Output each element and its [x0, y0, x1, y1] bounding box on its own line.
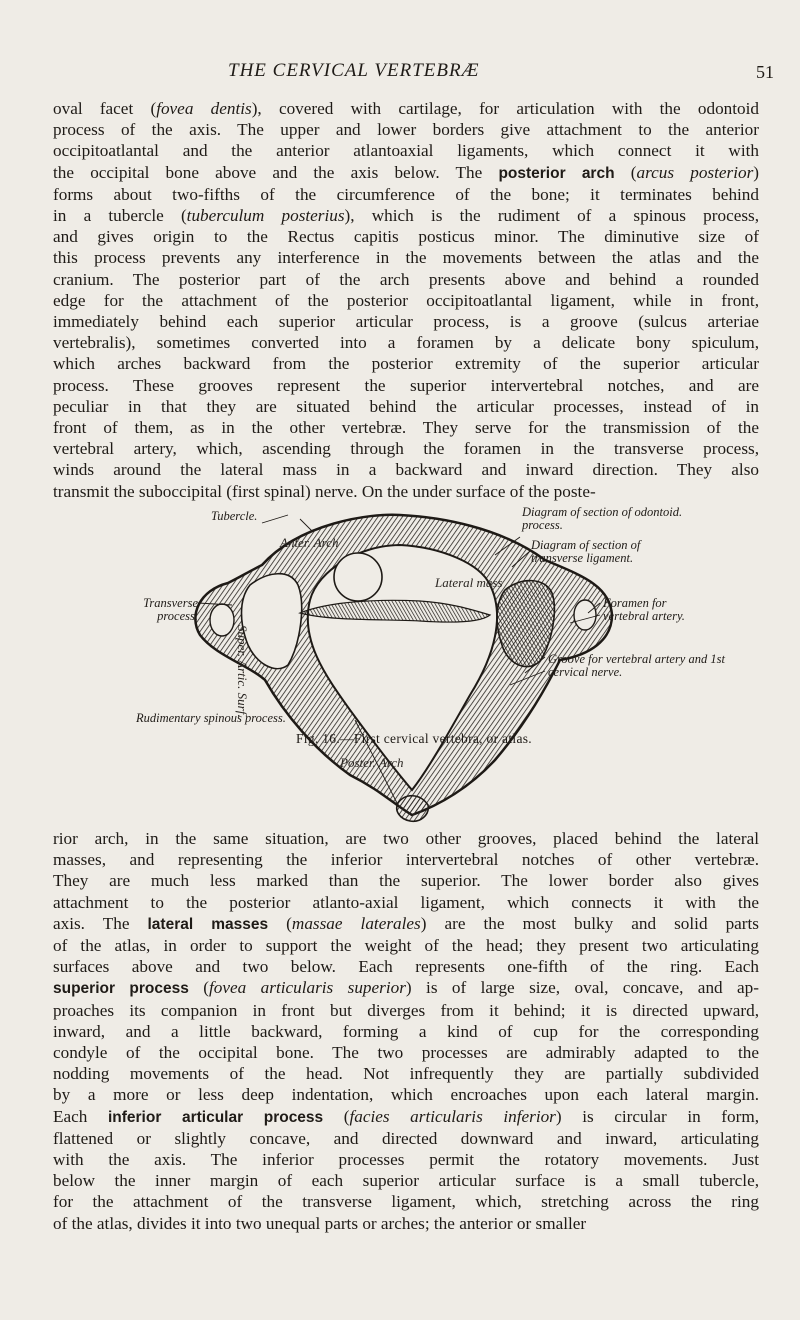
figure-atlas: [0, 505, 800, 823]
paragraph-1: [53, 98, 759, 502]
text-line: winds around the lateral mass in a backward and inward direction. They also: [53, 460, 759, 480]
text-line: process of the axis. The upper and lower borders give attachment to the anterior: [53, 120, 759, 140]
text-line: by a more or less deep indentation, which encroaches upon each lateral margin.: [53, 1085, 759, 1105]
text-line: in a tubercle (tuberculum posterius), which is the rudiment of a spinous process,: [53, 206, 759, 226]
text-line: surfaces above and two below. Each represents one-fifth of the ring. Each: [53, 957, 759, 977]
lateral-mass-label: Lateral mass: [435, 575, 503, 590]
page-header: [0, 60, 800, 88]
text-line: and gives origin to the Rectus capitis posticus minor. The diminutive size of: [53, 227, 759, 247]
label-transverse-ligament: Diagram of section of transverse ligament.: [531, 538, 641, 565]
text-line: They are much less marked than the superior. The lower border also gives: [53, 871, 759, 891]
paragraph-2: [53, 828, 759, 1234]
rudimentary-spinous-process: [397, 796, 429, 822]
text-line: flattened or slightly concave, and directed downward and inward, articulating: [53, 1128, 759, 1148]
text-line: cranium. The posterior part of the arch presents above and behind a rounded: [53, 269, 759, 289]
text-line: proaches its companion in front but diverges from it behind; it is directed upward,: [53, 1000, 759, 1020]
text-line: forms about two-fifths of the circumference of the bone; it terminates behind: [53, 184, 759, 204]
label-groove: Groove for vertebral artery and 1st cervical nerve.: [548, 652, 725, 679]
page-number: 51: [756, 62, 774, 82]
text-line: edge for the attachment of the posterior occipitoatlantal ligament, while in front,: [53, 290, 759, 310]
label-rudimentary: Rudimentary spinous process.: [136, 711, 286, 725]
text-line: peculiar in that they are situated behind the articular processes, instead of in: [53, 396, 759, 416]
text-line: immediately behind each superior articular process, is a groove (sulcus arteriae: [53, 312, 759, 332]
text-line: Each inferior articular process (facies articularis inferior) is circular in form,: [53, 1106, 759, 1126]
right-transverse-foramen: [574, 600, 596, 630]
text-line: of the atlas, divides it into two unequal parts or arches; the anterior or smaller: [53, 1213, 587, 1233]
text-line: axis. The lateral masses (massae laterales) are the most bulky and solid parts: [53, 913, 759, 933]
text-line: condyle of the occipital bone. The two processes are admirably adapted to the: [53, 1043, 759, 1063]
text-line: masses, and representing the inferior intervertebral notches of other vertebræ.: [53, 850, 759, 870]
text-line: of the atlas, in order to support the weight of the head; they present two articulating: [53, 936, 759, 956]
text-line: rior arch, in the same situation, are two other grooves, placed behind the lateral: [53, 829, 759, 848]
text-line: transmit the suboccipital (first spinal) nerve. On the under surface of the poste-: [53, 481, 596, 501]
text-line: vertebralis), sometimes converted into a foramen by a delicate bony spiculum,: [53, 333, 759, 353]
running-head: THE CERVICAL VERTEBRÆ: [228, 60, 480, 81]
text-line: below the inner margin of each superior articular surface is a small tubercle,: [53, 1171, 759, 1191]
label-tubercle: Tubercle.: [211, 509, 258, 523]
text-line: superior process (fovea articularis superior) is of large size, oval, concave, and ap-: [53, 978, 759, 998]
superior-articular-label: Super. Artic. Surf.: [235, 625, 250, 718]
anterior-arch-label: Anter. Arch: [280, 535, 339, 550]
posterior-arch-label: Poster. Arch: [340, 755, 404, 770]
text-line: occipitoatlantal and the anterior atlantoaxial ligaments, which connect it with: [53, 141, 759, 161]
label-odontoid: Diagram of section of odontoid. process.: [522, 505, 683, 532]
left-transverse-foramen: [210, 604, 234, 636]
label-foramen: Foramen for vertebral artery.: [603, 596, 685, 623]
text-line: nodding movements of the head. Not infrequently they are partially subdivided: [53, 1064, 759, 1084]
figure-caption: Fig. 16.—First cervical vertebra, or atlas.: [296, 731, 532, 746]
odontoid-section: [334, 553, 382, 601]
text-line: this process prevents any interference in the movements between the atlas and the: [53, 248, 759, 268]
text-line: process. These grooves represent the superior intervertebral notches, and are: [53, 375, 759, 395]
label-transverse-process: Transverse process.: [143, 596, 198, 623]
text-line: oval facet (fovea dentis), covered with cartilage, for articulation with the odontoid: [53, 99, 759, 118]
text-line: the occipital bone above and the axis below. The posterior arch (arcus posterior): [53, 162, 759, 182]
text-line: for the attachment of the transverse ligament, which, stretching across the ring: [53, 1192, 759, 1212]
text-line: which arches backward from the posterior extremity of the superior articular: [53, 354, 759, 374]
text-line: front of them, as in the other vertebræ. They serve for the transmission of the: [53, 418, 759, 438]
text-line: attachment to the posterior atlanto-axial ligament, which connects it with the: [53, 892, 759, 912]
text-line: inward, and a little backward, forming a kind of cup for the corresponding: [53, 1021, 759, 1041]
text-line: vertebral artery, which, ascending through the foramen in the transverse process,: [53, 439, 759, 459]
text-line: with the axis. The inferior processes permit the rotatory movements. Just: [53, 1150, 759, 1170]
